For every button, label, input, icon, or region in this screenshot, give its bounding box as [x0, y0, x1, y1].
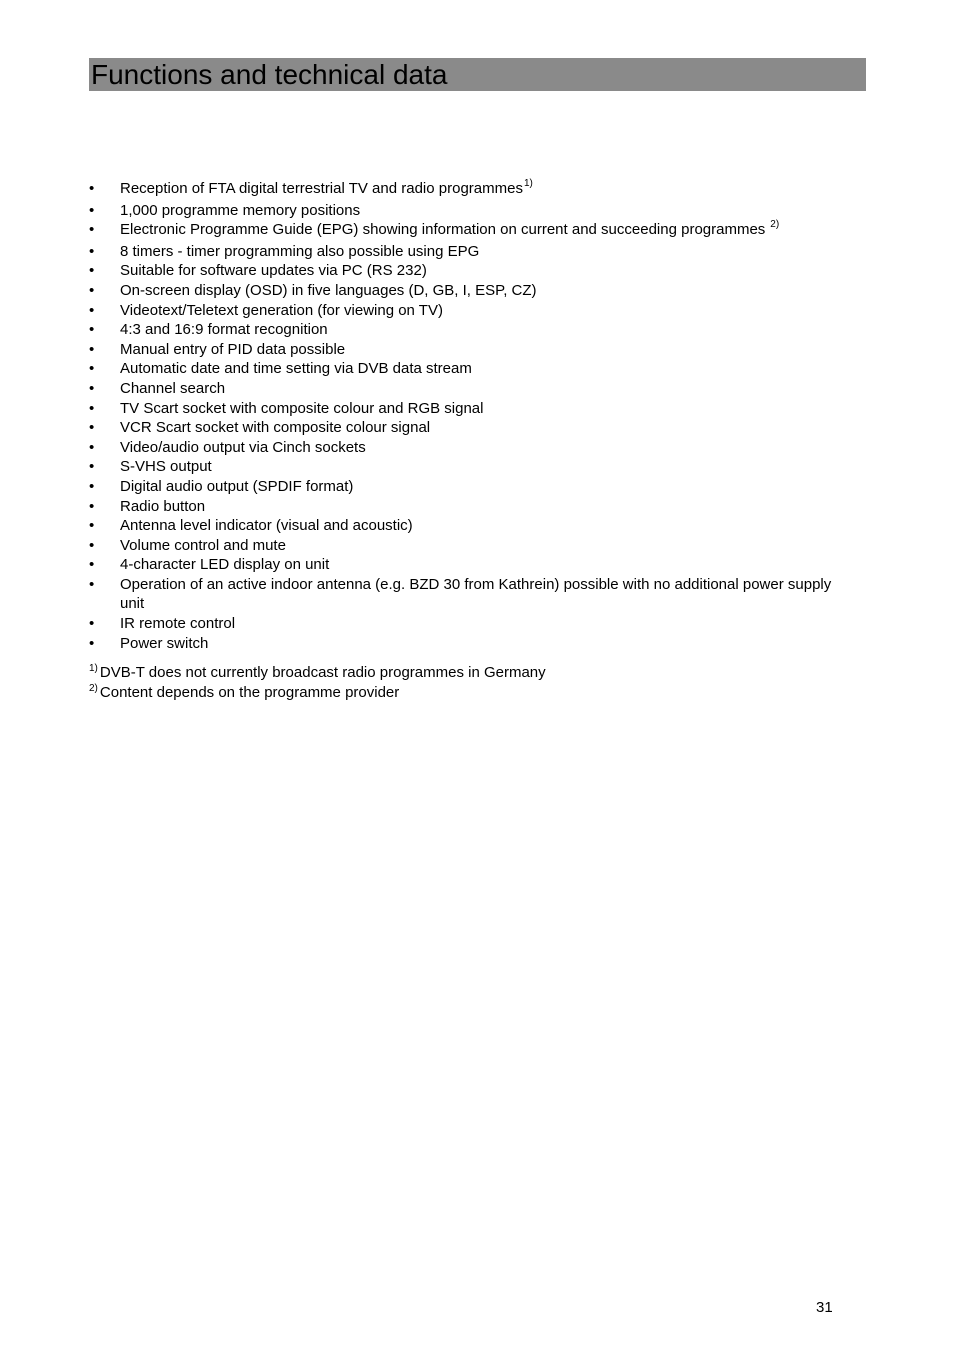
footnote	[89, 684, 849, 704]
feature-text: Operation of an active indoor antenna (e.g. BZD 30 from Kathrein) possible with no additional power supply unit	[120, 575, 832, 613]
list-item	[89, 320, 849, 340]
feature-text: 8 timers - timer programming also possible using EPG	[120, 242, 480, 260]
footnote-mark: 2)	[89, 683, 98, 694]
page-title: Functions and technical data	[91, 59, 448, 90]
bullet-icon: •	[89, 360, 95, 378]
list-item	[89, 301, 849, 321]
list-item	[89, 536, 849, 556]
feature-text: IR remote control	[120, 615, 236, 633]
feature-text: Video/audio output via Cinch sockets	[120, 438, 366, 456]
bullet-icon: •	[89, 419, 95, 437]
feature-text: Reception of FTA digital terrestrial TV and radio programmes	[120, 180, 523, 197]
bullet-icon: •	[89, 262, 95, 280]
footnote-mark: 1)	[89, 663, 98, 674]
feature-text: Videotext/Teletext generation (for viewing on TV)	[120, 301, 443, 319]
list-item	[89, 399, 849, 419]
list-item	[89, 497, 849, 517]
feature-text: 4-character LED display on unit	[120, 556, 330, 574]
bullet-icon: •	[89, 340, 95, 358]
feature-text: Radio button	[120, 497, 206, 515]
bullet-icon: •	[89, 477, 95, 495]
feature-text: Digital audio output (SPDIF format)	[120, 477, 354, 495]
feature-text: Antenna level indicator (visual and acoustic)	[120, 517, 413, 535]
bullet-icon: •	[89, 615, 95, 633]
list-item	[89, 261, 849, 281]
bullet-icon: •	[89, 242, 95, 260]
list-item	[89, 418, 849, 438]
bullet-icon: •	[89, 201, 95, 219]
bullet-icon: •	[89, 556, 95, 574]
footnote	[89, 664, 849, 684]
feature-text: Power switch	[120, 634, 209, 652]
list-item	[89, 477, 849, 497]
footnotes	[89, 664, 849, 704]
bullet-icon: •	[89, 634, 95, 652]
list-item	[89, 614, 849, 634]
bullet-icon: •	[89, 399, 95, 417]
feature-text: TV Scart socket with composite colour and RGB signal	[120, 399, 484, 417]
bullet-icon: •	[89, 221, 95, 239]
list-item	[89, 457, 849, 477]
feature-text: On-screen display (OSD) in five languages (D, GB, I, ESP, CZ)	[120, 281, 537, 299]
list-item	[89, 201, 849, 221]
feature-text: Channel search	[120, 379, 226, 397]
list-item	[89, 379, 849, 399]
feature-text: Manual entry of PID data possible	[120, 340, 346, 358]
list-item	[89, 179, 849, 201]
bullet-icon: •	[89, 321, 95, 339]
list-item	[89, 340, 849, 360]
list-item	[89, 575, 849, 614]
bullet-icon: •	[89, 536, 95, 554]
feature-text: Suitable for software updates via PC (RS 232)	[120, 262, 427, 280]
page-number: 31	[816, 1299, 833, 1316]
list-item	[89, 220, 849, 242]
feature-list	[89, 179, 849, 653]
feature-text: 1,000 programme memory positions	[120, 201, 361, 219]
bullet-icon: •	[89, 379, 95, 397]
bullet-icon: •	[89, 438, 95, 456]
feature-text: 4:3 and 16:9 format recognition	[120, 321, 328, 339]
list-item	[89, 516, 849, 536]
feature-text: Electronic Programme Guide (EPG) showing information on current and succeeding programmes	[120, 221, 766, 239]
bullet-icon: •	[89, 301, 95, 319]
bullet-icon: •	[89, 458, 95, 476]
feature-text: Automatic date and time setting via DVB data stream	[120, 360, 472, 378]
list-item	[89, 555, 849, 575]
bullet-icon: •	[89, 180, 95, 197]
list-item	[89, 242, 849, 262]
list-item	[89, 438, 849, 458]
feature-text: S-VHS output	[120, 458, 212, 476]
bullet-icon: •	[89, 497, 95, 515]
feature-text: Volume control and mute	[120, 536, 286, 554]
footnote-reference: 1)	[523, 178, 533, 189]
list-item	[89, 634, 849, 654]
list-item	[89, 359, 849, 379]
footnote-text: DVB-T does not currently broadcast radio programmes in Germany	[99, 664, 546, 681]
bullet-icon: •	[89, 517, 95, 535]
footnote-reference: 2)	[770, 219, 780, 231]
footnote-text: Content depends on the programme provider	[99, 684, 400, 701]
feature-text: VCR Scart socket with composite colour signal	[120, 419, 431, 437]
bullet-icon: •	[89, 281, 95, 299]
page-title-bar	[89, 58, 866, 91]
bullet-icon: •	[89, 575, 95, 593]
list-item	[89, 281, 849, 301]
